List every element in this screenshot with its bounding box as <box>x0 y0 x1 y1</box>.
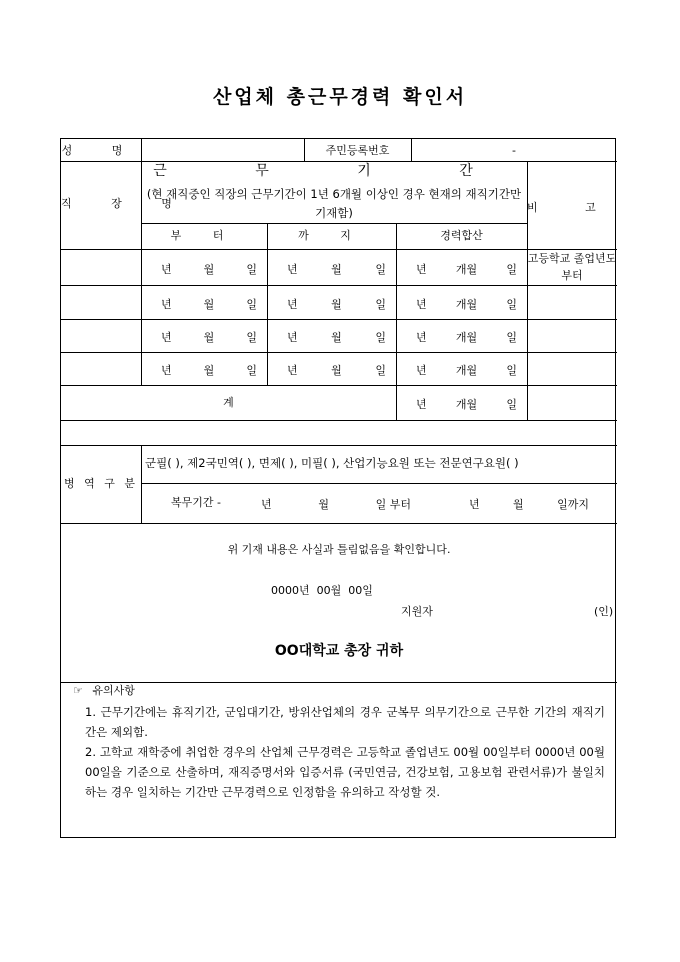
to-date-row-1: 년 월 일 <box>287 263 386 276</box>
document-title: 산업체 총근무경력 확인서 <box>212 86 468 108</box>
from-date-row-4: 년 월 일 <box>161 364 257 377</box>
first-row-remark: 고등학교 졸업년도부터 <box>527 252 617 282</box>
service-to-date: 년 월 일까지 <box>469 498 589 511</box>
note-item-1: 1. 근무기간에는 휴직기간, 군입대기간, 방위산업체의 경우 군복무 의무기간으로 근무한 기간의 재직기간은 제외함. <box>85 705 605 739</box>
pointing-hand-icon: ☞ <box>73 684 83 697</box>
career-sum-row-4: 년 개월 일 <box>416 364 517 377</box>
remark-label: 비 고 <box>527 201 618 214</box>
seal-mark: (인) <box>594 605 614 618</box>
workplace-label: 직 장 명 <box>61 197 190 210</box>
rrn-value: - <box>512 144 516 157</box>
rrn-label: 주민등록번호 <box>325 144 390 157</box>
note-item-2: 2. 고학교 재학중에 취업한 경우의 산업체 근무경력은 고등학교 졸업년도 00월 00일부터 0000년 00월 00일을 기준으로 산출하며, 재직증명서와 입증서류 (국민연금, 건강보험, 고용보험 관련서류)가 불일치하는 경우 일치하는 기간만 근무경력으로 인정함을 유의하고 작성할 것. <box>85 745 605 799</box>
applicant-label: 지원자 <box>401 605 433 618</box>
to-date-row-3: 년 월 일 <box>287 331 386 344</box>
notes-header: ☞ 유의사항 <box>73 684 135 697</box>
period-note: (현 재직중인 직장의 근무기간이 1년 6개월 이상인 경우 현재의 재직기간만 기재함) <box>146 187 522 220</box>
career-sum-row-2: 년 개월 일 <box>416 298 517 311</box>
career-sum-row-3: 년 개월 일 <box>416 331 517 344</box>
name-label: 성 명 <box>61 144 141 157</box>
from-date-row-3: 년 월 일 <box>161 331 257 344</box>
total-label: 경력합산 <box>440 229 483 242</box>
confirm-date: 0000년 00월 00일 <box>271 584 373 597</box>
from-date-row-1: 년 월 일 <box>161 263 257 276</box>
addressee: OO대학교 총장 귀하 <box>274 643 404 659</box>
confirm-statement: 위 기재 내용은 사실과 틀림없음을 확인합니다. <box>227 543 451 556</box>
from-label: 부 터 <box>170 229 238 242</box>
from-date-row-2: 년 월 일 <box>161 298 257 311</box>
career-sum-total: 년 개월 일 <box>416 398 517 411</box>
military-options: 군필( ), 제2국민역( ), 면제( ), 미필( ), 산업기능요원 또는 전문연구요원( ) <box>145 456 519 470</box>
to-label: 까 지 <box>298 229 365 242</box>
to-date-row-2: 년 월 일 <box>287 298 386 311</box>
period-heading: 근 무 기 간 <box>153 163 515 179</box>
form-frame <box>60 138 616 838</box>
service-from-date: 년 월 일 부터 <box>261 498 411 511</box>
sum-label: 계 <box>223 396 234 409</box>
career-sum-row-1: 년 개월 일 <box>416 263 517 276</box>
service-period-label: 복무기간 - <box>171 496 221 509</box>
military-label: 병 역 구 분 <box>64 477 138 490</box>
to-date-row-4: 년 월 일 <box>287 364 386 377</box>
